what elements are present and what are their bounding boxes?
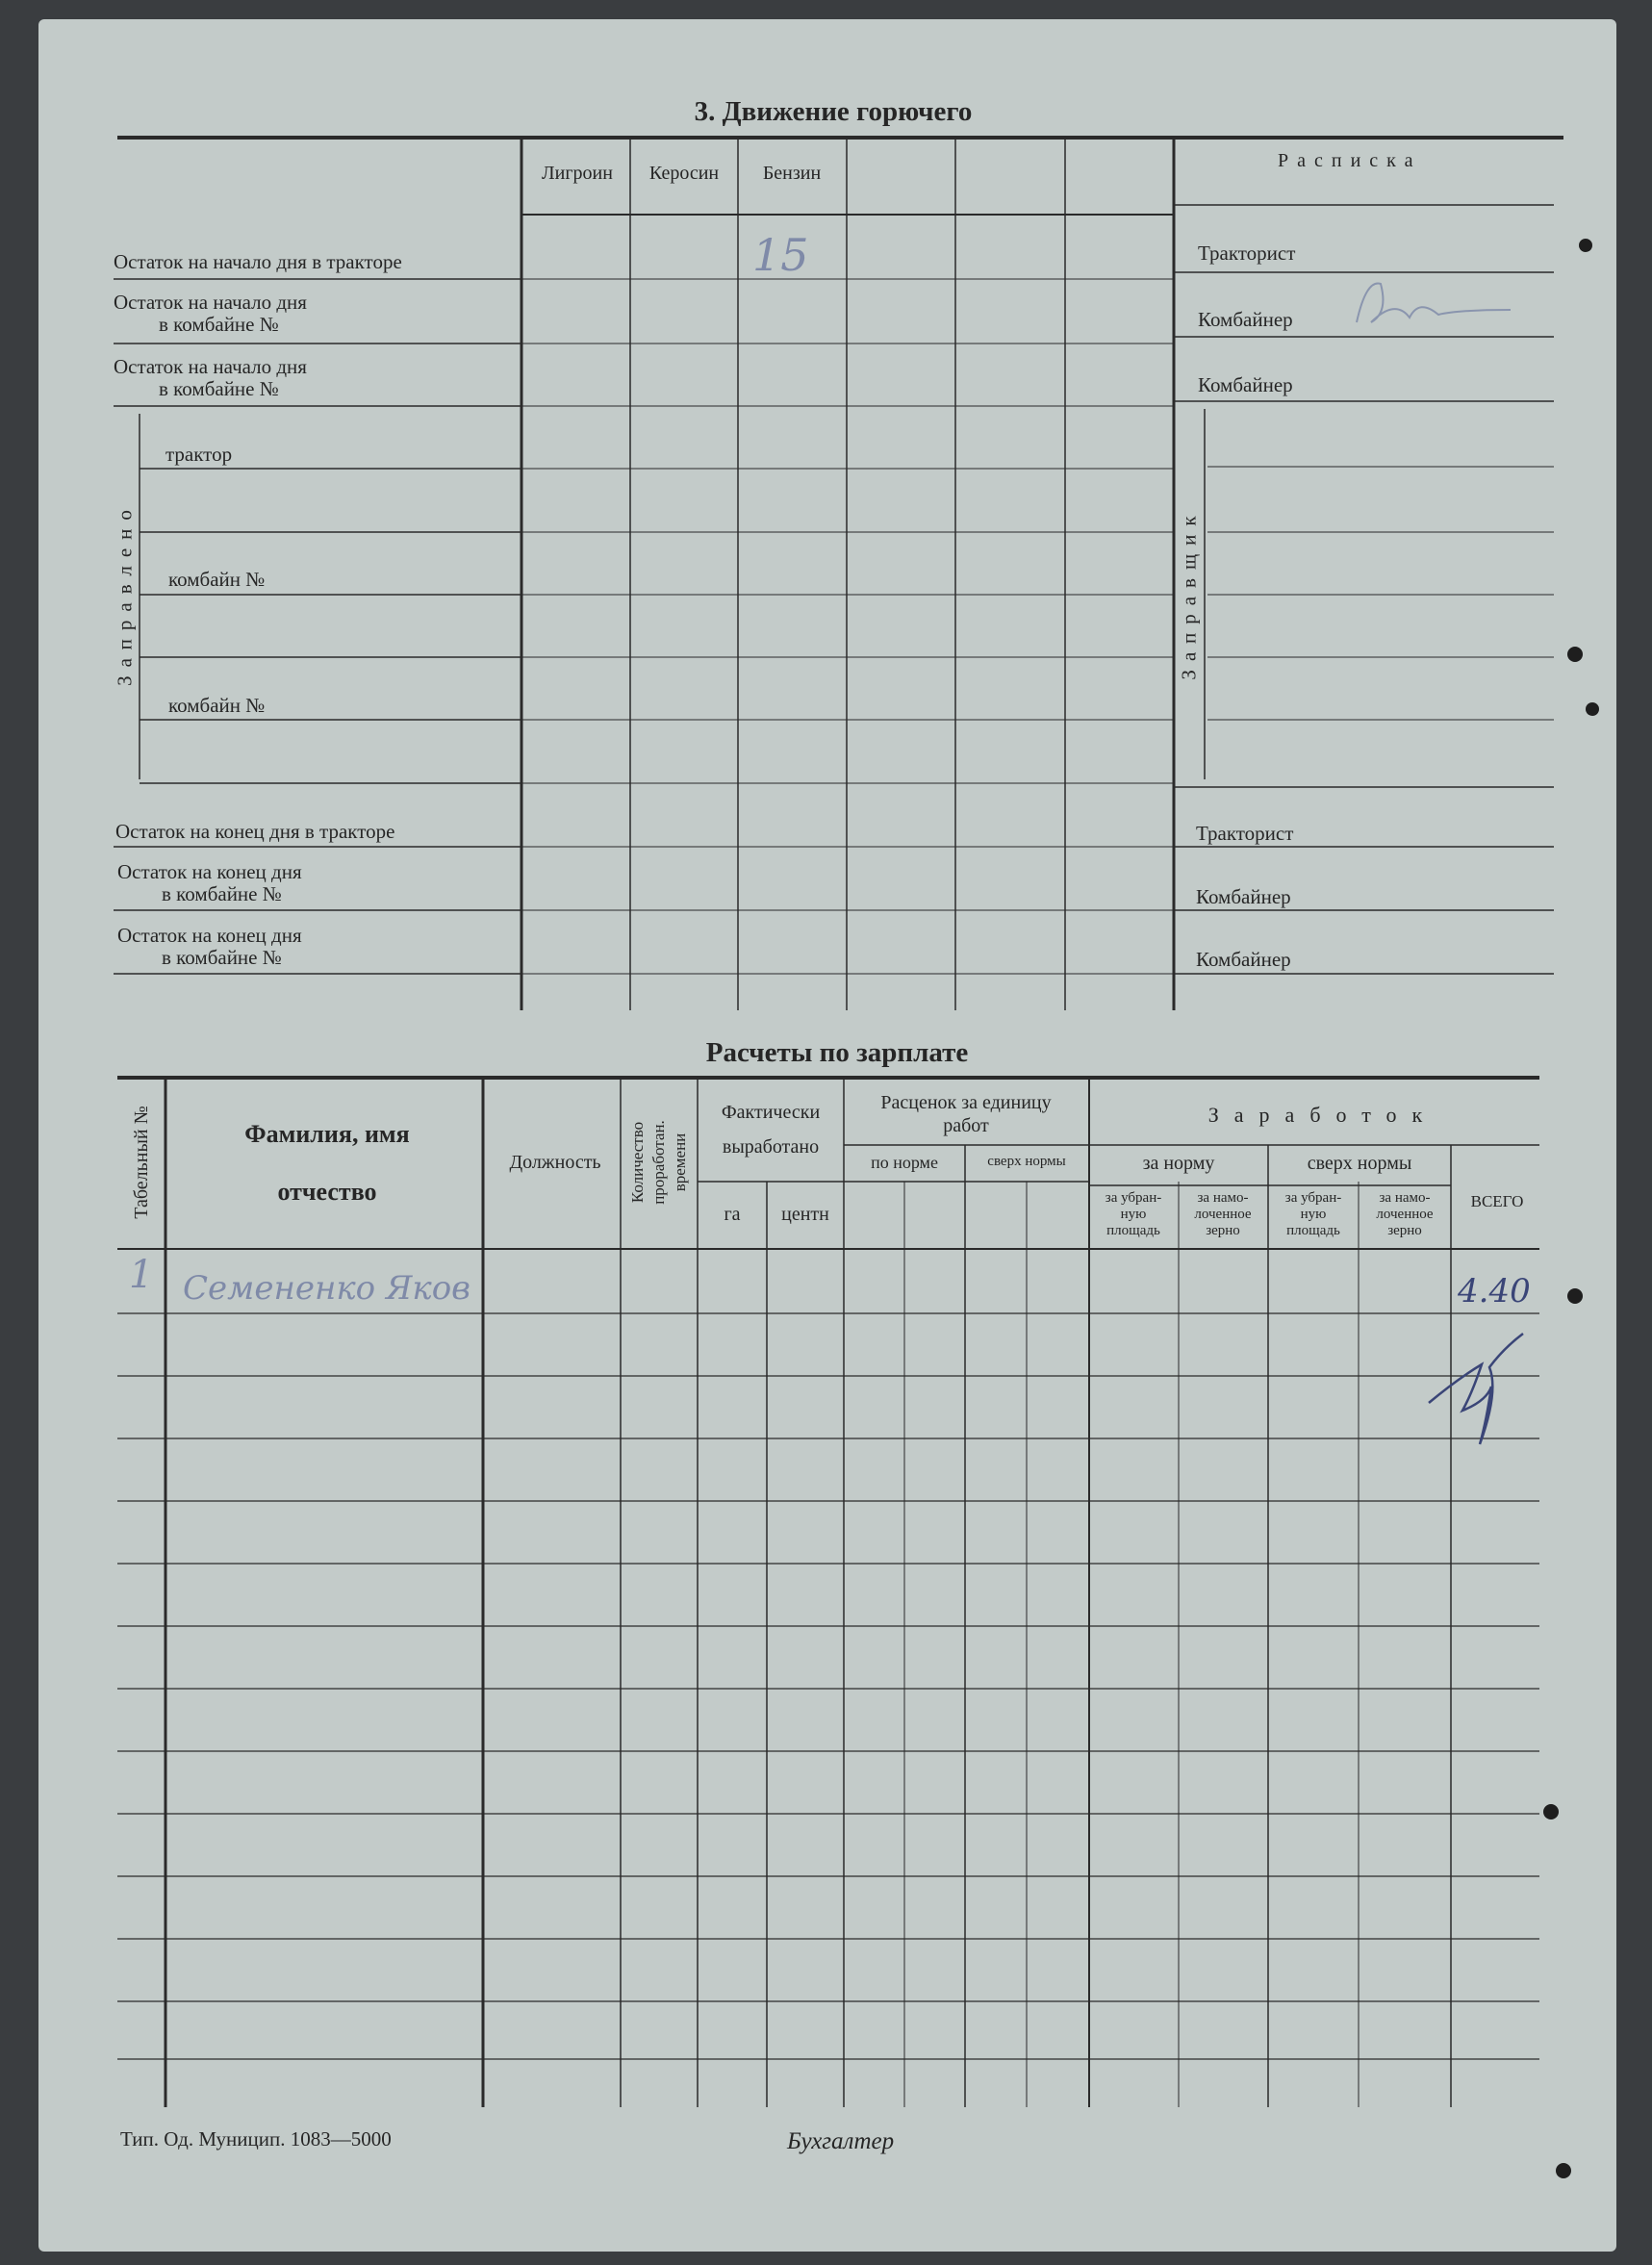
hdr-norm-area-3: площадь — [1106, 1223, 1160, 1238]
combiner-signature — [1357, 284, 1511, 323]
col-kerosene: Керосин — [648, 163, 720, 184]
hdr-actual-cwt: центн — [781, 1204, 829, 1225]
hdr-actual-ha: га — [724, 1204, 741, 1225]
row-fueled-tractor: трактор — [165, 443, 233, 466]
entry-name: Семененко Яков — [183, 1269, 470, 1308]
row-fueled-combine2: комбайн № — [168, 694, 266, 717]
row-end-tractor: Остаток на конец дня в тракторе — [115, 820, 395, 843]
hdr-rate-1: Расценок за единицу — [880, 1092, 1052, 1113]
receipt-header: Расписка — [1278, 150, 1422, 171]
col-ligroin: Лигроин — [542, 163, 613, 184]
hdr-norm-area-2: ную — [1120, 1207, 1147, 1222]
entry-total: 4.40 — [1458, 1272, 1531, 1311]
payroll-title: Расчеты по зарплате — [705, 1037, 969, 1068]
hdr-hours-2: проработан. — [649, 1120, 669, 1205]
hdr-tab-no: Табельный № — [131, 1106, 152, 1219]
hdr-rate-norm: по норме — [871, 1153, 938, 1172]
row-end-combine1-b: в комбайне № — [162, 882, 282, 905]
hdr-rate-2: работ — [943, 1115, 989, 1136]
hdr-norm-area-1: за убран- — [1105, 1190, 1162, 1206]
hdr-position: Должность — [509, 1152, 601, 1173]
fuel-section-title: 3. Движение горючего — [694, 96, 973, 127]
hdr-full-name-1: Фамилия, имя — [244, 1120, 410, 1148]
hdr-norm-grain-1: за намо- — [1197, 1190, 1249, 1206]
receipt-combiner2-start: Комбайнер — [1198, 373, 1293, 396]
hdr-norm-grain-2: лоченное — [1194, 1207, 1252, 1222]
receipt-combiner1-start: Комбайнер — [1198, 308, 1293, 331]
handwritten-gasoline-value: 15 — [752, 229, 809, 281]
hdr-norm-grain-3: зерно — [1206, 1223, 1240, 1238]
hdr-over-area-2: ную — [1300, 1207, 1327, 1222]
hdr-over-area-3: площадь — [1286, 1223, 1340, 1238]
hdr-total: ВСЕГО — [1470, 1192, 1524, 1210]
hdr-earn-norm: за норму — [1142, 1153, 1215, 1174]
row-end-combine2-b: в комбайне № — [162, 946, 282, 969]
hdr-over-grain-1: за намо- — [1379, 1190, 1431, 1206]
hdr-earnings: Заработок — [1207, 1103, 1438, 1127]
entry-tab-no: 1 — [129, 1253, 154, 1297]
hdr-hours-3: времени — [671, 1132, 690, 1192]
hdr-actual-1: Фактически — [721, 1102, 821, 1123]
print-info: Тип. Од. Муницип. 1083—5000 — [120, 2127, 392, 2150]
fueler-label: Заправщик — [1177, 507, 1201, 680]
row-start-combine2-b: в комбайне № — [159, 377, 279, 400]
row-fueled-combine1: комбайн № — [168, 568, 266, 591]
accountant-label: Бухгалтер — [787, 2128, 895, 2154]
hdr-over-grain-3: зерно — [1387, 1223, 1422, 1238]
hdr-rate-over: сверх нормы — [987, 1154, 1066, 1169]
row-end-combine1-a: Остаток на конец дня — [117, 860, 302, 883]
hdr-full-name-2: отчество — [277, 1178, 377, 1206]
hdr-over-grain-2: лоченное — [1376, 1207, 1434, 1222]
hdr-earn-over: сверх нормы — [1307, 1153, 1412, 1174]
hdr-over-area-1: за убран- — [1284, 1190, 1342, 1206]
hdr-actual-2: выработано — [722, 1136, 820, 1158]
receipt-tractor-end: Тракторист — [1196, 822, 1294, 845]
row-start-combine1-a: Остаток на начало дня — [114, 291, 307, 314]
col-gasoline: Бензин — [762, 163, 822, 184]
row-start-combine2-a: Остаток на начало дня — [114, 355, 307, 378]
hdr-hours-1: Количество — [628, 1121, 648, 1204]
receipt-combiner1-end: Комбайнер — [1196, 885, 1291, 908]
row-end-combine2-a: Остаток на конец дня — [117, 924, 302, 947]
receipt-combiner2-end: Комбайнер — [1196, 948, 1291, 971]
total-signature — [1429, 1334, 1523, 1444]
row-start-tractor: Остаток на начало дня в тракторе — [114, 250, 402, 273]
fueled-group-label: Заправлено — [113, 501, 137, 686]
row-start-combine1-b: в комбайне № — [159, 313, 279, 336]
receipt-tractor-start: Тракторист — [1198, 242, 1296, 265]
